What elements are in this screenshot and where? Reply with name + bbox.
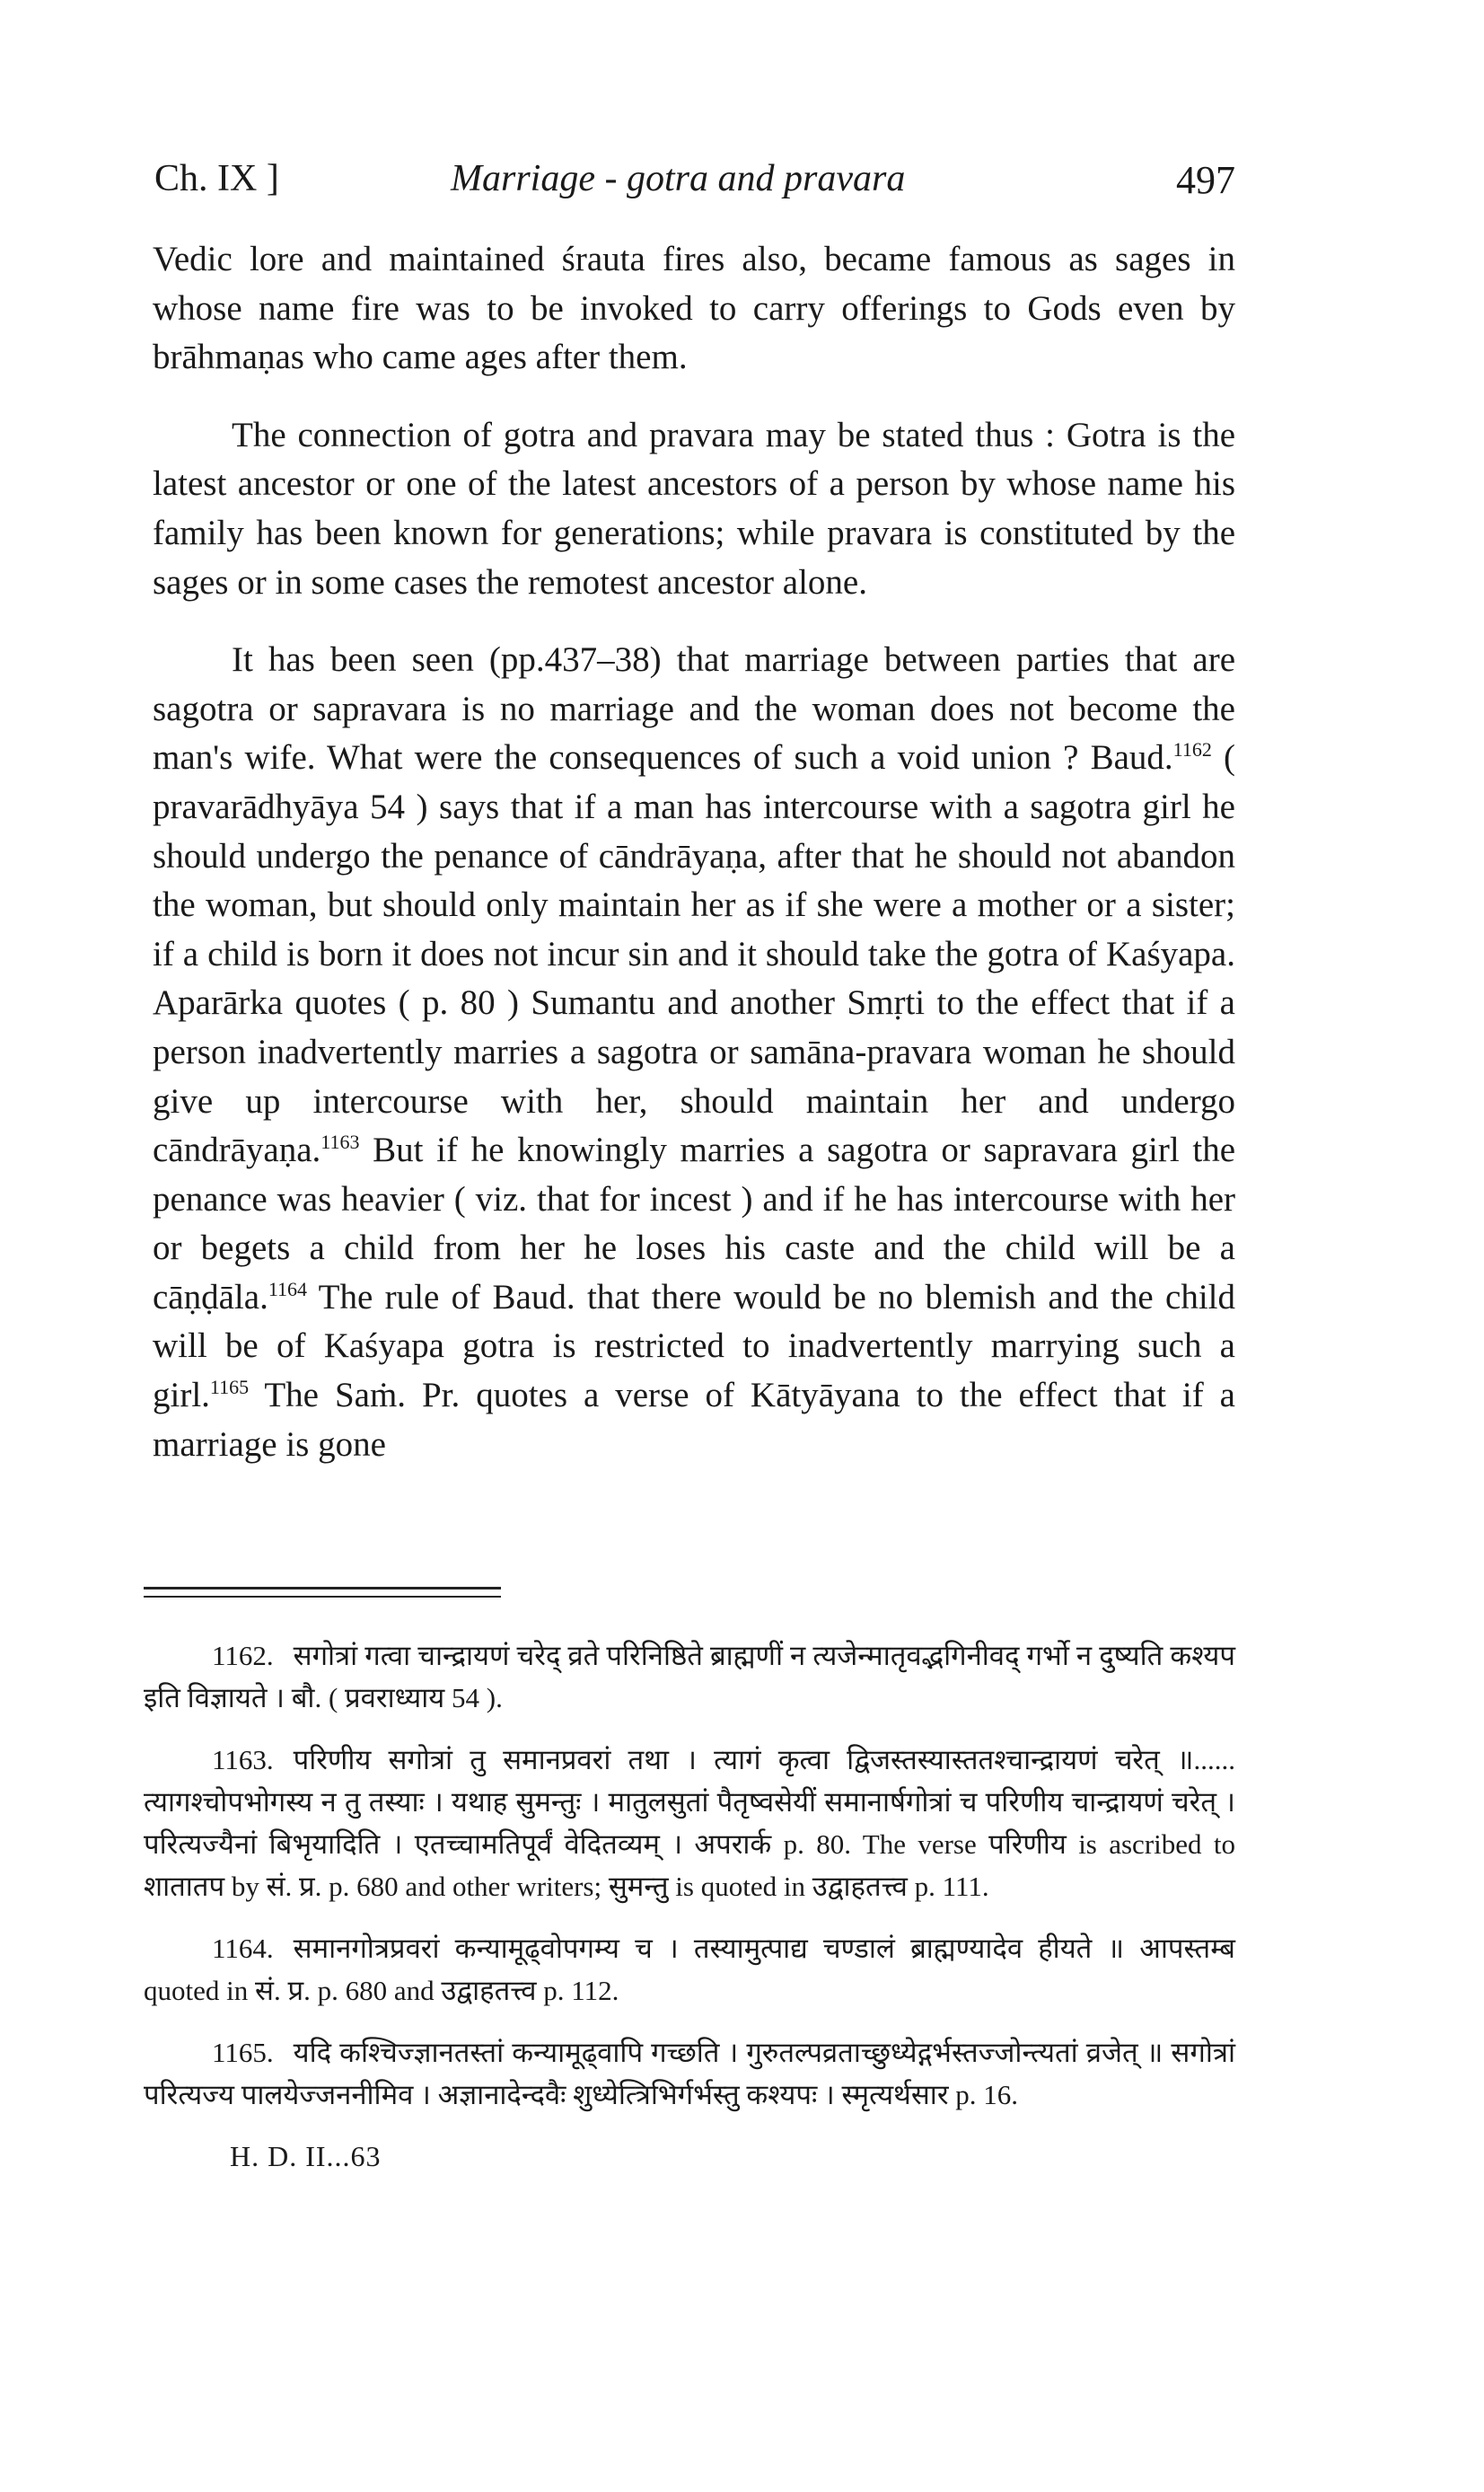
footnote-1162: 1162. सगोत्रां गत्वा चान्द्रायणं चरेद् व्रते परिनिष्ठिते ब्राह्मणीं न त्यजेन्मातृवद्भगिनीवद् गर्भो न दुष्यति कश्यप इति विज्ञायते । बौ. ( प्रवराध्याय 54 ).	[144, 1640, 1235, 1713]
footnote-ref-1165[interactable]: 1165	[209, 1376, 250, 1399]
paragraph-3: It has been seen (pp.437–38) that marriage between parties that are sagotra or sapravara is no marriage and the woman does not become the man's wife. What were the consequences of such a void union ? Baud.$^{1162}$ ( pravarādhyāya 54 ) says that if a man has intercourse with a sagotra girl he should undergo the penance of cāndrāyaṇa, after that he should not abandon the woman, but should only maintain her as if she were a mother or a sister; if a child is born it does not incur sin and it should take the gotra of Kaśyapa. Aparārka quotes ( p. 80 ) Sumantu and another Smṛti to the effect that if a person inadvertently marries a sagotra or samāna-pravara woman he should give up intercourse with her, should maintain her and undergo cāndrāyaṇa.$^{1163}$ But if he knowingly marries a sagotra or sapravara girl the penance was heavier ( viz. that for incest ) and if he has intercourse with her or begets a child from her he loses his caste and the child will be a cāṇḍāla.$^{1164}$ The rule of Baud. that there would be no blemish and the child will be of Kaśyapa gotra is restricted to inadvertently marrying such a girl.$^{1165}$ The Saṁ. Pr. quotes a verse of Kātyāyana to the effect that if a marriage is gone	[153, 640, 1236, 1464]
footnote-ref-1162[interactable]: 1162	[1172, 738, 1212, 762]
footnote-1165: 1165. यदि कश्चिज्ज्ञानतस्तां कन्यामूढ्वापि गच्छति । गुरुतल्पव्रताच्छुध्येद्गर्भस्तज्जोन्त्यतां व्रजेत् ॥ सगोत्रां परित्यज्य पालयेज्जननीमिव । अज्ञानादेन्दवैः शुध्येत्त्रिभिर्गर्भस्तु कश्यपः । स्मृत्यर्थसार p. 16.	[144, 2037, 1235, 2110]
paragraph-1: Vedic lore and maintained śrauta fires also, became famous as sages in whose name fire was to be invoked to carry offerings to Gods even by brāhmaṇas who came ages after them.	[153, 240, 1235, 377]
footnotes	[144, 1634, 1235, 2178]
paragraph-2: The connection of gotra and pravara may be stated thus : Gotra is the latest ancestor or one of the latest ancestors of a person by whose name his family has been known for generations; while pravara is constituted by the sages or in some cases the remotest ancestor alone.	[153, 415, 1235, 602]
printer-signature: H. D. II...63	[230, 2140, 382, 2172]
footnote-ref-1163[interactable]: 1163	[321, 1131, 360, 1154]
footnote-1164: 1164. समानगोत्रप्रवरां कन्यामूढ्वोपगम्य च । तस्यामुत्पाद्य चण्डालं ब्राह्मण्यादेव हीयते ॥ आपस्तम्ब quoted in सं. प्र. p. 680 and उद्वाहतत्त्व p. 112.	[144, 1933, 1235, 2006]
chapter-title: Marriage - gotra and pravara	[451, 158, 906, 199]
running-header	[154, 157, 1235, 211]
footnote-ref-1164[interactable]: 1164	[268, 1277, 308, 1300]
footnote-divider	[144, 1587, 501, 1598]
main-text	[153, 235, 1235, 1498]
footnote-1163: 1163. परिणीय सगोत्रां तु समानप्रवरां तथा । त्यागं कृत्वा द्विजस्तस्यास्ततश्चान्द्रायणं चरेत् ॥...... त्यागश्चोपभोगस्य न तु तस्याः । यथाह सुमन्तुः । मातुलसुतां पैतृष्वसेयीं समानार्षगोत्रां च परिणीय चान्द्रायणं चरेत् । परित्यज्यैनां बिभृयादिति । एतच्चामतिपूर्वं वेदितव्यम् । अपरार्क p. 80. The verse परिणीय is ascribed to शातातप by सं. प्र. p. 680 and other writers; सुमन्तु is quoted in उद्वाहतत्त्व p. 111.	[144, 1744, 1235, 1902]
page-number: 497	[1176, 158, 1235, 202]
chapter-label: Ch. IX ]	[154, 158, 279, 199]
